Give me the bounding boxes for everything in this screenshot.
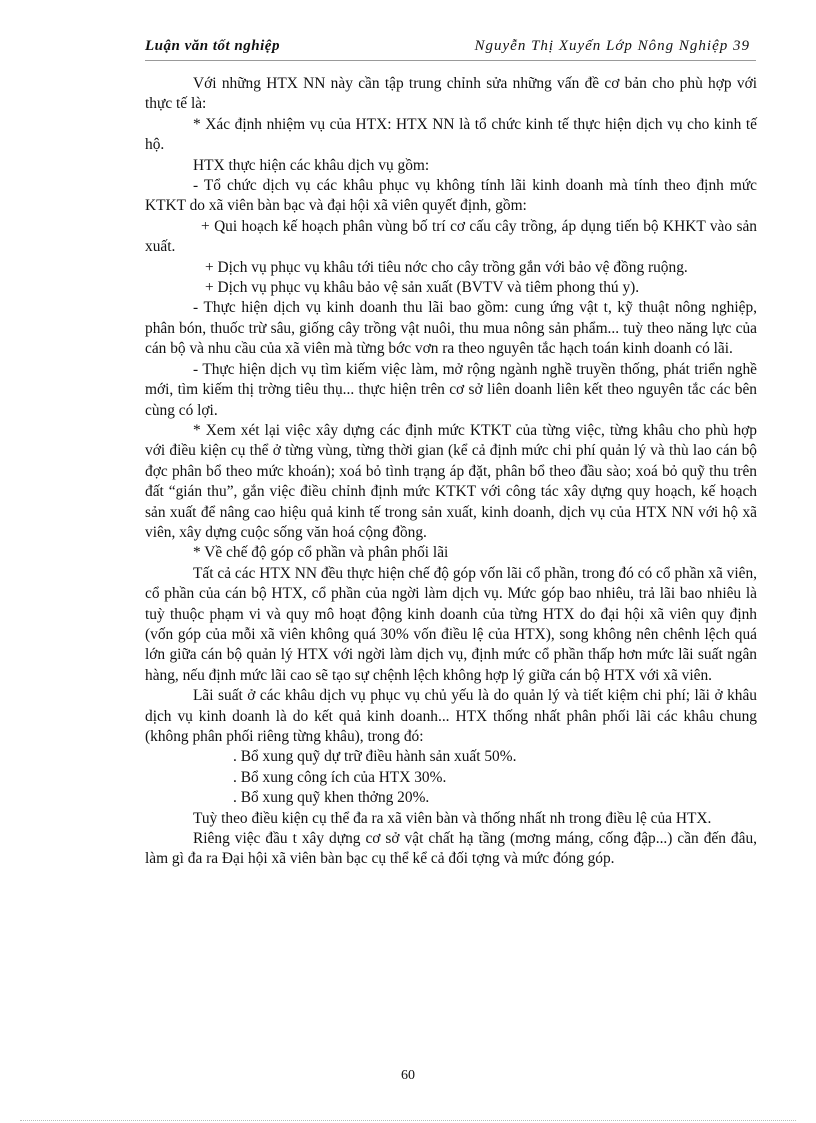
- paragraph: - Thực hiện dịch vụ kinh doanh thu lãi bao gồm: cung ứng vật t, kỹ thuật nông nghiệp, phân bón, thuốc trừ sâu, giống cây trồng vật nuôi, thu mua nông sản phẩm... tuỳ theo năng lực của cán bộ và nhu cầu của xã viên mà từng bớc vơn ra theo nguyên tắc hạch toán kinh doanh có lãi.: [145, 299, 757, 358]
- running-header-left: Luận văn tốt nghiệp: [145, 38, 280, 54]
- paragraph: * Về chế độ góp cổ phần và phân phối lãi: [193, 544, 449, 562]
- paragraph: + Dịch vụ phục vụ khâu bảo vệ sản xuất (BVTV và tiêm phong thú y).: [205, 279, 640, 297]
- paragraph: - Thực hiện dịch vụ tìm kiếm việc làm, mở rộng ngành nghề truyền thống, phát triển nghề mới, tìm kiếm thị trờng tiêu thụ... thực hiện trên cơ sở liên doanh liên kết theo nguyên tắc các bên cùng có lợi.: [145, 360, 757, 419]
- paragraph: Với những HTX NN này cần tập trung chỉnh sửa những vấn đề cơ bản cho phù hợp với thực tế là:: [145, 75, 757, 113]
- header-rule: [145, 60, 756, 61]
- list-item: . Bổ xung quỹ khen thởng 20%.: [233, 789, 430, 807]
- paragraph: Lãi suất ở các khâu dịch vụ phục vụ chủ yếu là do quản lý và tiết kiệm chi phí; lãi ở khâu dịch vụ kinh doanh là do kết quả kinh doanh... HTX thống nhất phân phối lãi các khâu chung (không phân phối riêng từng khâu), trong đó:: [145, 687, 757, 745]
- paragraph: Riêng việc đầu t xây dựng cơ sở vật chất hạ tầng (mơng máng, cống đập...) cần đến đâu, làm gì đa ra Đại hội xã viên bàn bạc cụ thể kể cả đối tợng và mức đóng góp.: [145, 830, 757, 868]
- list-item: . Bổ xung công ích của HTX 30%.: [233, 768, 447, 786]
- paragraph: Tuỳ theo điều kiện cụ thể đa ra xã viên bàn và thống nhất nh trong điều lệ của HTX.: [193, 809, 712, 827]
- document-body: [145, 74, 757, 870]
- paragraph: * Xác định nhiệm vụ của HTX: HTX NN là tổ chức kinh tế thực hiện dịch vụ cho kinh tế hộ.: [145, 115, 757, 154]
- paragraph: Tất cả các HTX NN đều thực hiện chế độ góp vốn lãi cổ phần, trong đó có cổ phần xã viên, cổ phần của cán bộ HTX, cổ phần của ngời làm dịch vụ. Mức góp bao nhiêu, trả lãi bao nhiêu là tuỳ thuộc phạm vi và quy mô hoạt động kinh doanh của từng HTX do đại hội xã viên quy định (vốn góp của mỗi xã viên không quá 30% vốn điều lệ của HTX), song không nên chênh lệch quá lớn giữa cán bộ quản lý HTX với ngời làm dịch vụ, định mức cổ phần thấp hơn mức lãi suất ngân hàng, nếu định mức lãi cao sẽ tạo sự chệnh lệch không hợp lý giữa cán bộ HTX với xã viên.: [145, 564, 757, 684]
- paragraph: HTX thực hiện các khâu dịch vụ gồm:: [193, 156, 430, 174]
- paragraph: - Tổ chức dịch vụ các khâu phục vụ không tính lãi kinh doanh mà tính theo định mức KTKT do xã viên bàn bạc và đại hội xã viên quyết định, gồm:: [145, 177, 757, 215]
- paragraph: + Qui hoạch kế hoạch phân vùng bố trí cơ cấu cây trồng, áp dụng tiến bộ KHKT vào sản xuất.: [145, 217, 757, 256]
- paragraph: + Dịch vụ phục vụ khâu tới tiêu nớc cho cây trồng gắn với bảo vệ đồng ruộng.: [205, 258, 688, 276]
- running-header-right: Nguyễn Thị Xuyến Lớp Nông Nghiệp 39: [474, 38, 750, 54]
- page-number: 60: [401, 1068, 415, 1083]
- list-item: . Bổ xung quỹ dự trữ điều hành sản xuất 50%.: [233, 748, 517, 766]
- paragraph: * Xem xét lại việc xây dựng các định mức KTKT của từng việc, từng khâu cho phù hợp với điều kiện cụ thể ở từng vùng, từng thời gian (kể cả định mức chi phí quản lý và thù lao cán bộ đợc phân bổ theo mức khoán); xoá bỏ tình trạng áp đặt, phân bổ theo đầu sào; xoá bỏ quỹ thu trên đất “gián thu”, gắn việc điều chỉnh định mức KTKT với công tác xây dựng quy hoạch, kế hoạch sản xuất để nâng cao hiệu quả kinh tế trong sản xuất, kinh doanh, dịch vụ của HTX NN với hộ xã viên, xây dựng cuộc sống văn hoá cộng đồng.: [145, 421, 757, 541]
- footer-rule: [20, 1120, 796, 1121]
